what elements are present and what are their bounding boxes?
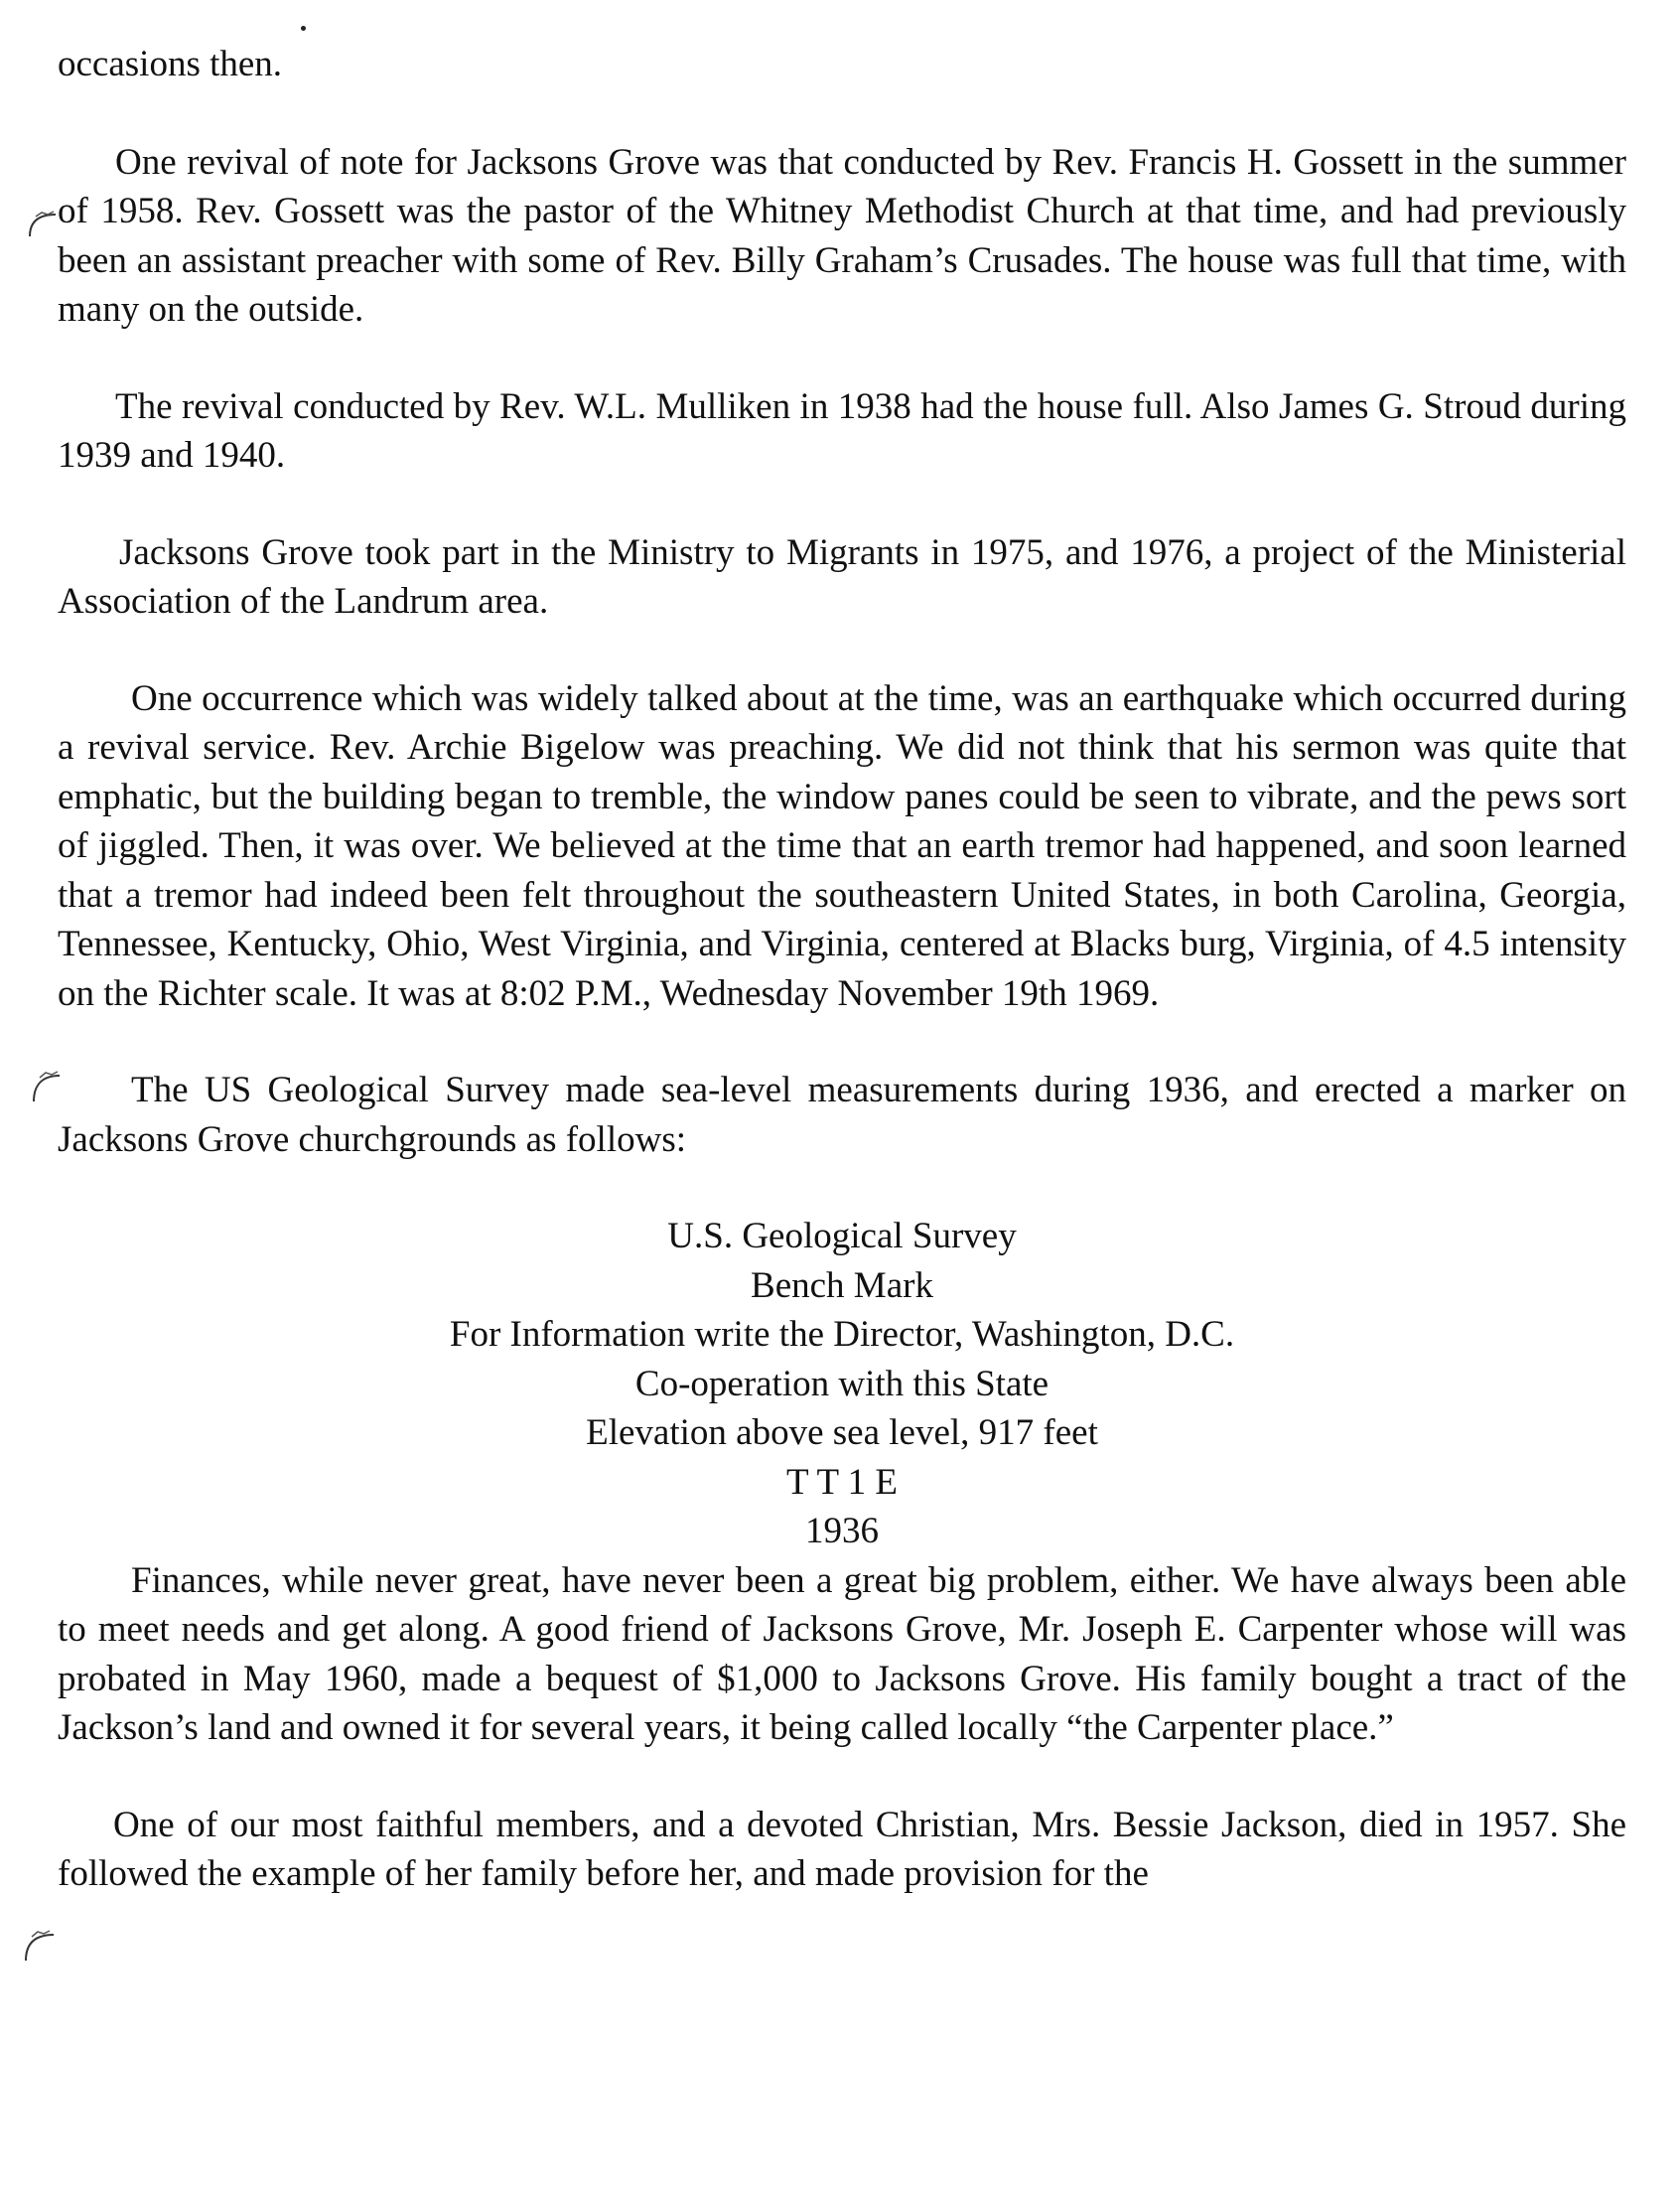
- stray-dot-mark: [301, 26, 306, 31]
- paragraph-mulliken-revival: The revival conducted by Rev. W.L. Mulliken in 1938 had the house full. Also James G. Stroud during 1939 and 1940.: [58, 385, 1626, 476]
- bench-mark-inscription: [58, 1212, 1626, 1556]
- marker-line: Bench Mark: [751, 1264, 933, 1306]
- paragraph-gossett-revival: One revival of note for Jacksons Grove was that conducted by Rev. Francis H. Gossett in the summer of 1958. Rev. Gossett was the pastor of the Whitney Methodist Church at that time, and had previously been an assistant preacher with some of Rev. Billy Graham’s Crusades. The house was full that time, with many on the outside.: [58, 141, 1626, 330]
- marker-line: For Information write the Director, Washington, D.C.: [449, 1314, 1235, 1355]
- margin-hook-mark: [20, 1927, 60, 1967]
- margin-hook-mark: [22, 207, 62, 246]
- marker-line: T T 1 E: [785, 1461, 899, 1503]
- paragraph-finances: Finances, while never great, have never been a great big problem, either. We have always been able to meet needs and get along. A good friend of Jacksons Grove, Mr. Joseph E. Carpenter whose will was probated in May 1960, made a bequest of $1,000 to Jacksons Grove. His family bought a tract of the Jackson’s land and owned it for several years, it being called locally “the Carpenter place.”: [58, 1559, 1626, 1748]
- paragraph-geological-survey: The US Geological Survey made sea-level measurements during 1936, and erected a marker on Jacksons Grove churchgrounds as follows:: [58, 1070, 1626, 1160]
- marker-line: Co-operation with this State: [634, 1363, 1050, 1404]
- paragraph-continuation: occasions then.: [58, 44, 283, 84]
- paragraph-bessie-jackson: One of our most faithful members, and a devoted Christian, Mrs. Bessie Jackson, died in 1957. She followed the example of her family before her, and made provision for the: [58, 1804, 1626, 1894]
- paragraph-earthquake: One occurrence which was widely talked about at the time, was an earthquake which occurred during a revival service. Rev. Archie Bigelow was preaching. We did not think that his sermon was quite that emphatic, but the building began to tremble, the window panes could be seen to vibrate, and the pews sort of jiggled. Then, it was over. We believed at the time that an earth tremor had happened, and soon learned that a tremor had indeed been felt throughout the southeastern United States, in both Carolina, Georgia, Tennessee, Kentucky, Ohio, West Virginia, and Virginia, centered at Blacks burg, Virginia, of 4.5 intensity on the Richter scale. It was at 8:02 P.M., Wednesday November 19th 1969.: [58, 677, 1626, 1014]
- document-page: [58, 40, 1626, 1899]
- marker-line: 1936: [805, 1511, 879, 1551]
- paragraph-ministry-migrants: Jacksons Grove took part in the Ministry to Migrants in 1975, and 1976, a project of the Ministerial Association of the Landrum area.: [58, 531, 1626, 622]
- marker-line: Elevation above sea level, 917 feet: [586, 1412, 1098, 1453]
- marker-line: U.S. Geological Survey: [667, 1216, 1017, 1256]
